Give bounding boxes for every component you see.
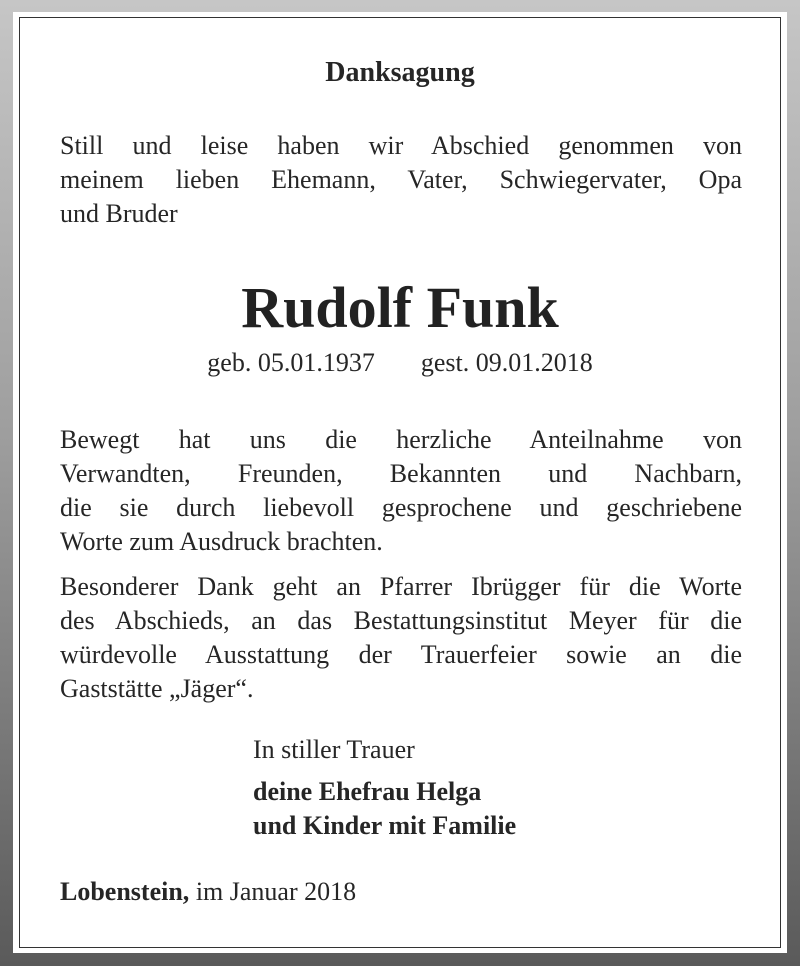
intro-paragraph (60, 129, 742, 231)
mourning-phrase: In stiller Trauer (253, 735, 415, 764)
mourners (253, 775, 516, 843)
thanks-line: Bewegt hat uns die herzliche Anteilnahme von (60, 425, 742, 454)
special-thanks-line: würdevolle Ausstattung der Trauerfeier sowie an die (60, 640, 742, 669)
thanks-paragraph (60, 423, 742, 559)
birth-date: geb. 05.01.1937 (207, 348, 375, 377)
obituary-card (13, 12, 787, 953)
notice-date: im Januar 2018 (195, 877, 357, 906)
thanks-line: Verwandten, Freunden, Bekannten und Nachbarn, (60, 459, 742, 488)
intro-line: und Bruder (60, 199, 178, 228)
special-thanks-line: des Abschieds, an das Bestattungsinstitut Meyer für die (60, 606, 742, 635)
intro-line: Still und leise haben wir Abschied genommen von (60, 131, 742, 160)
death-date: gest. 09.01.2018 (420, 348, 593, 377)
mourner-line: und Kinder mit Familie (253, 811, 517, 840)
place-name: Lobenstein, (60, 877, 190, 906)
mourner-line: deine Ehefrau Helga (253, 777, 482, 806)
intro-line: meinem lieben Ehemann, Vater, Schwiegervater, Opa (60, 165, 742, 194)
special-thanks-line: Besonderer Dank geht an Pfarrer Ibrügger für die Worte (60, 572, 742, 601)
special-thanks-line: Gaststätte „Jäger“. (60, 674, 254, 703)
special-thanks-paragraph (60, 570, 742, 706)
thanks-line: Worte zum Ausdruck brachten. (60, 527, 383, 556)
notice-heading: Danksagung (325, 57, 475, 88)
deceased-name: Rudolf Funk (241, 275, 559, 340)
life-dates (13, 346, 787, 380)
place-and-date (60, 875, 356, 909)
thanks-line: die sie durch liebevoll gesprochene und geschriebene (60, 493, 742, 522)
